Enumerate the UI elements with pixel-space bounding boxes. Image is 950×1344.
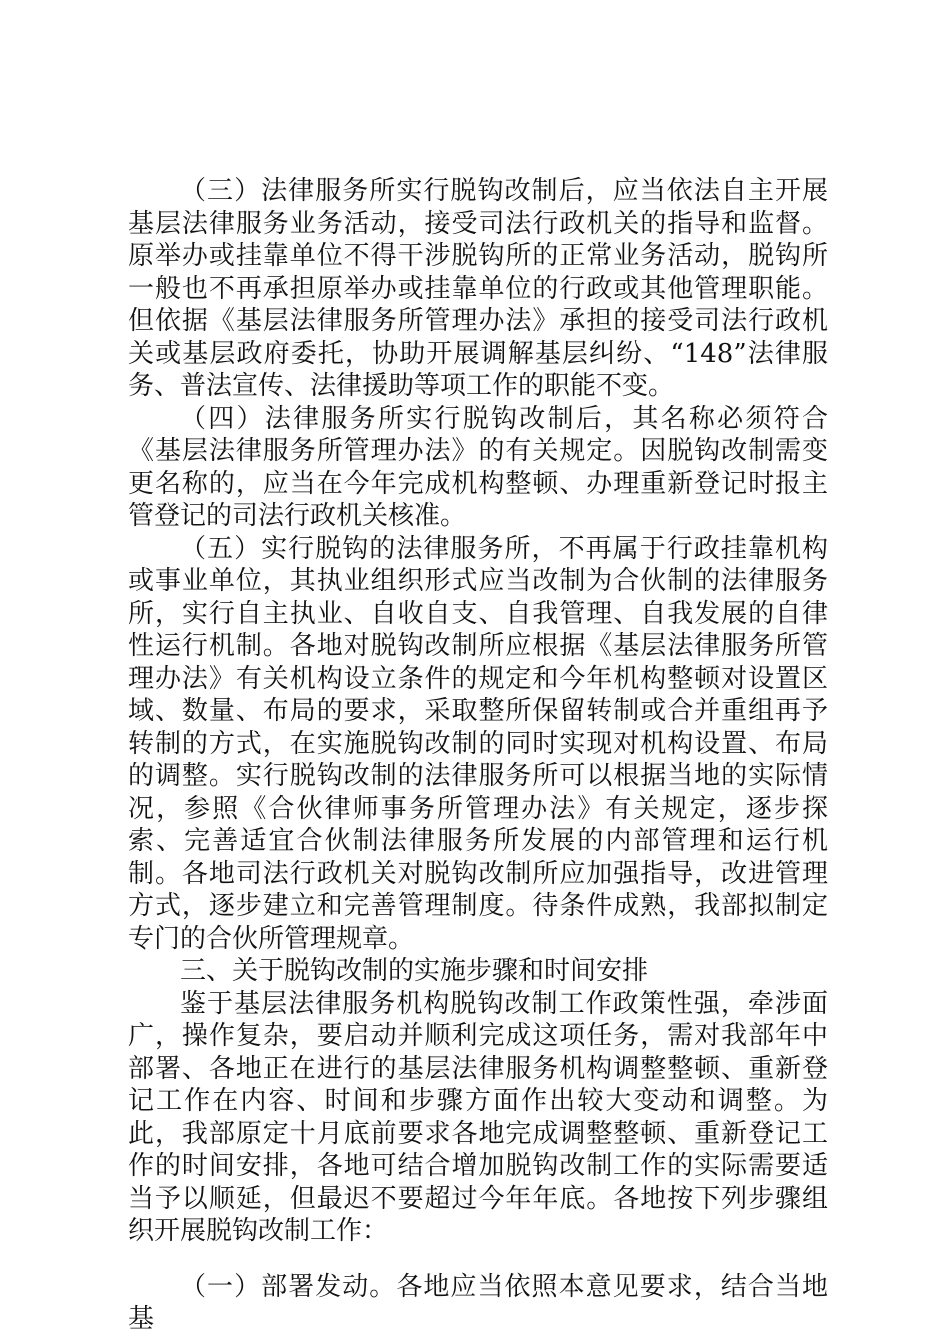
paragraph-step-1: （一）部署发动。各地应当依照本意见要求，结合当地基 [128,1271,828,1334]
paragraph-section-4: （四）法律服务所实行脱钩改制后，其名称必须符合《基层法律服务所管理办法》的有关规定。因脱钩改制需变更名称的，应当在今年完成机构整顿、办理重新登记时报主管登记的司法行政机关核准。 [128,403,828,531]
paragraph-section-3: （三）法律服务所实行脱钩改制后，应当依法自主开展基层法律服务业务活动，接受司法行政机关的指导和监督。原举办或挂靠单位不得干涉脱钩所的正常业务活动，脱钩所一般也不再承担原举办或挂靠单位的行政或其他管理职能。但依据《基层法律服务所管理办法》承担的接受司法行政机关或基层政府委托，协助开展调解基层纠纷、“148”法律服务、普法宣传、法律援助等项工作的职能不变。 [128,176,828,401]
section-heading-implementation: 三、关于脱钩改制的实施步骤和时间安排 [180,956,649,986]
paragraph-implementation-intro: 鉴于基层法律服务机构脱钩改制工作政策性强，牵涉面广，操作复杂，要启动并顺利完成这项任务，需对我部年中部署、各地正在进行的基层法律服务机构调整整顿、重新登记工作在内容、时间和步骤方面作出较大变动和调整。为此，我部原定十月底前要求各地完成调整整顿、重新登记工作的时间安排，各地可结合增加脱钩改制工作的实际需要适当予以顺延，但最迟不要超过今年年底。各地按下列步骤组织开展脱钩改制工作： [128,988,828,1246]
document-body [128,175,828,1336]
paragraph-section-5: （五）实行脱钩的法律服务所，不再属于行政挂靠机构或事业单位，其执业组织形式应当改制为合伙制的法律服务所，实行自主执业、自收自支、自我管理、自我发展的自律性运行机制。各地对脱钩改制所应根据《基层法律服务所管理办法》有关机构设立条件的规定和今年机构整顿对设置区域、数量、布局的要求，采取整所保留转制或合并重组再予转制的方式，在实施脱钩改制的同时实现对机构设置、布局的调整。实行脱钩改制的法律服务所可以根据当地的实际情况，参照《合伙律师事务所管理办法》有关规定，逐步探索、完善适宜合伙制法律服务所发展的内部管理和运行机制。各地司法行政机关对脱钩改制所应加强指导，改进管理方式，逐步建立和完善管理制度。待条件成熟，我部拟制定专门的合伙所管理规章。 [128,533,828,954]
